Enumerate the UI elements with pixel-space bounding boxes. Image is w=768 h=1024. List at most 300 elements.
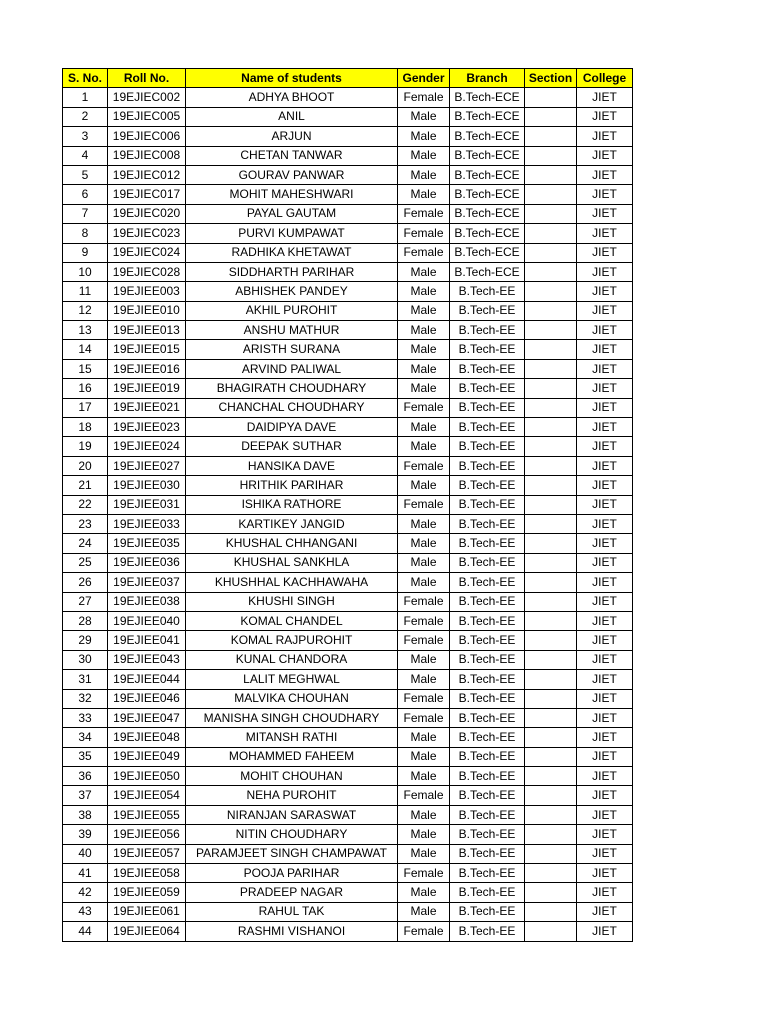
cell-name: PARAMJEET SINGH CHAMPAWAT bbox=[186, 844, 398, 863]
cell-section bbox=[525, 670, 577, 689]
cell-name: NIRANJAN SARASWAT bbox=[186, 805, 398, 824]
cell-section bbox=[525, 262, 577, 281]
cell-section bbox=[525, 611, 577, 630]
cell-gender: Male bbox=[398, 418, 450, 437]
cell-s-no: 31 bbox=[63, 670, 108, 689]
cell-section bbox=[525, 456, 577, 475]
cell-college: JIET bbox=[577, 321, 633, 340]
cell-gender: Male bbox=[398, 437, 450, 456]
table-row bbox=[63, 747, 633, 766]
cell-college: JIET bbox=[577, 107, 633, 126]
cell-section bbox=[525, 534, 577, 553]
cell-name: ANSHU MATHUR bbox=[186, 321, 398, 340]
cell-gender: Male bbox=[398, 825, 450, 844]
cell-college: JIET bbox=[577, 844, 633, 863]
cell-gender: Male bbox=[398, 340, 450, 359]
table-row bbox=[63, 922, 633, 941]
cell-college: JIET bbox=[577, 204, 633, 223]
cell-roll-no: 19EJIEE003 bbox=[108, 282, 186, 301]
cell-section bbox=[525, 398, 577, 417]
cell-roll-no: 19EJIEE036 bbox=[108, 553, 186, 572]
cell-roll-no: 19EJIEC020 bbox=[108, 204, 186, 223]
cell-gender: Male bbox=[398, 146, 450, 165]
cell-college: JIET bbox=[577, 786, 633, 805]
cell-s-no: 30 bbox=[63, 650, 108, 669]
cell-section bbox=[525, 514, 577, 533]
cell-college: JIET bbox=[577, 495, 633, 514]
cell-s-no: 27 bbox=[63, 592, 108, 611]
cell-gender: Male bbox=[398, 573, 450, 592]
cell-branch: B.Tech-EE bbox=[450, 611, 525, 630]
cell-s-no: 23 bbox=[63, 514, 108, 533]
cell-name: NEHA PUROHIT bbox=[186, 786, 398, 805]
cell-branch: B.Tech-ECE bbox=[450, 262, 525, 281]
cell-name: KARTIKEY JANGID bbox=[186, 514, 398, 533]
cell-gender: Female bbox=[398, 204, 450, 223]
cell-branch: B.Tech-EE bbox=[450, 456, 525, 475]
table-row bbox=[63, 224, 633, 243]
cell-college: JIET bbox=[577, 573, 633, 592]
cell-name: PAYAL GAUTAM bbox=[186, 204, 398, 223]
cell-name: LALIT MEGHWAL bbox=[186, 670, 398, 689]
cell-roll-no: 19EJIEC005 bbox=[108, 107, 186, 126]
cell-roll-no: 19EJIEE033 bbox=[108, 514, 186, 533]
cell-branch: B.Tech-ECE bbox=[450, 185, 525, 204]
student-list-table bbox=[62, 68, 633, 942]
cell-college: JIET bbox=[577, 631, 633, 650]
cell-roll-no: 19EJIEE064 bbox=[108, 922, 186, 941]
table-row bbox=[63, 650, 633, 669]
header-branch: Branch bbox=[450, 69, 525, 88]
table-row bbox=[63, 825, 633, 844]
cell-section bbox=[525, 708, 577, 727]
cell-gender: Female bbox=[398, 864, 450, 883]
table-row bbox=[63, 786, 633, 805]
cell-gender: Male bbox=[398, 728, 450, 747]
cell-s-no: 17 bbox=[63, 398, 108, 417]
cell-name: BHAGIRATH CHOUDHARY bbox=[186, 379, 398, 398]
cell-branch: B.Tech-ECE bbox=[450, 165, 525, 184]
cell-s-no: 7 bbox=[63, 204, 108, 223]
cell-college: JIET bbox=[577, 262, 633, 281]
table-row bbox=[63, 631, 633, 650]
cell-s-no: 3 bbox=[63, 127, 108, 146]
table-row bbox=[63, 689, 633, 708]
cell-s-no: 14 bbox=[63, 340, 108, 359]
cell-gender: Male bbox=[398, 514, 450, 533]
cell-s-no: 24 bbox=[63, 534, 108, 553]
table-row bbox=[63, 127, 633, 146]
cell-name: ISHIKA RATHORE bbox=[186, 495, 398, 514]
cell-college: JIET bbox=[577, 747, 633, 766]
cell-college: JIET bbox=[577, 650, 633, 669]
cell-section bbox=[525, 146, 577, 165]
cell-section bbox=[525, 321, 577, 340]
cell-college: JIET bbox=[577, 398, 633, 417]
cell-gender: Male bbox=[398, 107, 450, 126]
cell-college: JIET bbox=[577, 185, 633, 204]
table-row bbox=[63, 514, 633, 533]
cell-name: ADHYA BHOOT bbox=[186, 88, 398, 107]
cell-roll-no: 19EJIEE044 bbox=[108, 670, 186, 689]
cell-section bbox=[525, 902, 577, 921]
cell-gender: Female bbox=[398, 224, 450, 243]
cell-section bbox=[525, 476, 577, 495]
cell-college: JIET bbox=[577, 902, 633, 921]
cell-roll-no: 19EJIEE019 bbox=[108, 379, 186, 398]
cell-branch: B.Tech-EE bbox=[450, 844, 525, 863]
cell-college: JIET bbox=[577, 88, 633, 107]
cell-s-no: 18 bbox=[63, 418, 108, 437]
cell-roll-no: 19EJIEE021 bbox=[108, 398, 186, 417]
cell-branch: B.Tech-EE bbox=[450, 650, 525, 669]
cell-roll-no: 19EJIEE058 bbox=[108, 864, 186, 883]
cell-branch: B.Tech-EE bbox=[450, 747, 525, 766]
cell-branch: B.Tech-EE bbox=[450, 359, 525, 378]
cell-gender: Female bbox=[398, 689, 450, 708]
table-row bbox=[63, 301, 633, 320]
cell-s-no: 38 bbox=[63, 805, 108, 824]
cell-college: JIET bbox=[577, 165, 633, 184]
table-body bbox=[63, 88, 633, 941]
cell-section bbox=[525, 418, 577, 437]
cell-section bbox=[525, 844, 577, 863]
table-row bbox=[63, 398, 633, 417]
cell-roll-no: 19EJIEE031 bbox=[108, 495, 186, 514]
cell-roll-no: 19EJIEC024 bbox=[108, 243, 186, 262]
cell-college: JIET bbox=[577, 456, 633, 475]
cell-section bbox=[525, 243, 577, 262]
cell-branch: B.Tech-ECE bbox=[450, 224, 525, 243]
cell-college: JIET bbox=[577, 883, 633, 902]
cell-section bbox=[525, 864, 577, 883]
table-row bbox=[63, 844, 633, 863]
cell-branch: B.Tech-ECE bbox=[450, 88, 525, 107]
cell-branch: B.Tech-EE bbox=[450, 864, 525, 883]
cell-branch: B.Tech-EE bbox=[450, 728, 525, 747]
cell-section bbox=[525, 883, 577, 902]
cell-roll-no: 19EJIEE015 bbox=[108, 340, 186, 359]
cell-gender: Female bbox=[398, 456, 450, 475]
cell-branch: B.Tech-EE bbox=[450, 379, 525, 398]
cell-section bbox=[525, 437, 577, 456]
cell-section bbox=[525, 165, 577, 184]
cell-college: JIET bbox=[577, 922, 633, 941]
table-row bbox=[63, 243, 633, 262]
cell-s-no: 9 bbox=[63, 243, 108, 262]
cell-name: CHETAN TANWAR bbox=[186, 146, 398, 165]
cell-college: JIET bbox=[577, 282, 633, 301]
cell-section bbox=[525, 631, 577, 650]
cell-section bbox=[525, 185, 577, 204]
cell-branch: B.Tech-EE bbox=[450, 883, 525, 902]
cell-name: ABHISHEK PANDEY bbox=[186, 282, 398, 301]
cell-roll-no: 19EJIEC028 bbox=[108, 262, 186, 281]
cell-branch: B.Tech-EE bbox=[450, 902, 525, 921]
cell-s-no: 21 bbox=[63, 476, 108, 495]
cell-section bbox=[525, 379, 577, 398]
cell-roll-no: 19EJIEC017 bbox=[108, 185, 186, 204]
cell-college: JIET bbox=[577, 437, 633, 456]
cell-branch: B.Tech-EE bbox=[450, 418, 525, 437]
cell-section bbox=[525, 107, 577, 126]
cell-s-no: 41 bbox=[63, 864, 108, 883]
cell-college: JIET bbox=[577, 224, 633, 243]
table-row bbox=[63, 107, 633, 126]
cell-college: JIET bbox=[577, 592, 633, 611]
cell-name: ARISTH SURANA bbox=[186, 340, 398, 359]
cell-s-no: 2 bbox=[63, 107, 108, 126]
cell-s-no: 43 bbox=[63, 902, 108, 921]
cell-gender: Male bbox=[398, 379, 450, 398]
cell-s-no: 11 bbox=[63, 282, 108, 301]
cell-section bbox=[525, 224, 577, 243]
cell-name: POOJA PARIHAR bbox=[186, 864, 398, 883]
cell-s-no: 39 bbox=[63, 825, 108, 844]
cell-section bbox=[525, 650, 577, 669]
cell-gender: Male bbox=[398, 282, 450, 301]
cell-college: JIET bbox=[577, 728, 633, 747]
cell-gender: Male bbox=[398, 650, 450, 669]
table-row bbox=[63, 883, 633, 902]
table-row bbox=[63, 418, 633, 437]
table-row bbox=[63, 282, 633, 301]
table-row bbox=[63, 534, 633, 553]
cell-branch: B.Tech-EE bbox=[450, 786, 525, 805]
cell-gender: Male bbox=[398, 670, 450, 689]
cell-section bbox=[525, 689, 577, 708]
cell-name: MOHAMMED FAHEEM bbox=[186, 747, 398, 766]
cell-college: JIET bbox=[577, 689, 633, 708]
cell-s-no: 32 bbox=[63, 689, 108, 708]
cell-name: RADHIKA KHETAWAT bbox=[186, 243, 398, 262]
cell-gender: Male bbox=[398, 301, 450, 320]
table-row bbox=[63, 321, 633, 340]
cell-s-no: 33 bbox=[63, 708, 108, 727]
table-row bbox=[63, 359, 633, 378]
cell-gender: Female bbox=[398, 631, 450, 650]
cell-gender: Female bbox=[398, 398, 450, 417]
cell-s-no: 16 bbox=[63, 379, 108, 398]
cell-name: ARVIND PALIWAL bbox=[186, 359, 398, 378]
table-row bbox=[63, 553, 633, 572]
table-row bbox=[63, 670, 633, 689]
table-row bbox=[63, 437, 633, 456]
cell-name: KOMAL RAJPUROHIT bbox=[186, 631, 398, 650]
cell-section bbox=[525, 301, 577, 320]
cell-name: MALVIKA CHOUHAN bbox=[186, 689, 398, 708]
table-row bbox=[63, 573, 633, 592]
cell-branch: B.Tech-ECE bbox=[450, 204, 525, 223]
cell-roll-no: 19EJIEE010 bbox=[108, 301, 186, 320]
cell-section bbox=[525, 495, 577, 514]
header-gender: Gender bbox=[398, 69, 450, 88]
cell-name: KUNAL CHANDORA bbox=[186, 650, 398, 669]
cell-s-no: 5 bbox=[63, 165, 108, 184]
cell-roll-no: 19EJIEE050 bbox=[108, 767, 186, 786]
cell-section bbox=[525, 786, 577, 805]
cell-college: JIET bbox=[577, 418, 633, 437]
cell-branch: B.Tech-EE bbox=[450, 922, 525, 941]
cell-college: JIET bbox=[577, 805, 633, 824]
cell-name: HRITHIK PARIHAR bbox=[186, 476, 398, 495]
table-row bbox=[63, 204, 633, 223]
cell-s-no: 10 bbox=[63, 262, 108, 281]
cell-section bbox=[525, 728, 577, 747]
cell-roll-no: 19EJIEE046 bbox=[108, 689, 186, 708]
cell-roll-no: 19EJIEE059 bbox=[108, 883, 186, 902]
cell-section bbox=[525, 127, 577, 146]
cell-branch: B.Tech-ECE bbox=[450, 107, 525, 126]
cell-branch: B.Tech-ECE bbox=[450, 146, 525, 165]
cell-gender: Male bbox=[398, 553, 450, 572]
cell-college: JIET bbox=[577, 767, 633, 786]
cell-name: KHUSHI SINGH bbox=[186, 592, 398, 611]
cell-s-no: 6 bbox=[63, 185, 108, 204]
cell-roll-no: 19EJIEC006 bbox=[108, 127, 186, 146]
cell-branch: B.Tech-EE bbox=[450, 301, 525, 320]
cell-s-no: 34 bbox=[63, 728, 108, 747]
header-section: Section bbox=[525, 69, 577, 88]
cell-gender: Male bbox=[398, 805, 450, 824]
cell-section bbox=[525, 340, 577, 359]
cell-name: RAHUL TAK bbox=[186, 902, 398, 921]
cell-branch: B.Tech-EE bbox=[450, 495, 525, 514]
cell-college: JIET bbox=[577, 476, 633, 495]
table-row bbox=[63, 456, 633, 475]
cell-s-no: 1 bbox=[63, 88, 108, 107]
cell-s-no: 29 bbox=[63, 631, 108, 650]
cell-s-no: 36 bbox=[63, 767, 108, 786]
table-row bbox=[63, 88, 633, 107]
cell-branch: B.Tech-EE bbox=[450, 476, 525, 495]
cell-branch: B.Tech-EE bbox=[450, 670, 525, 689]
cell-college: JIET bbox=[577, 553, 633, 572]
cell-college: JIET bbox=[577, 534, 633, 553]
table-row bbox=[63, 902, 633, 921]
cell-branch: B.Tech-EE bbox=[450, 708, 525, 727]
cell-branch: B.Tech-EE bbox=[450, 805, 525, 824]
cell-branch: B.Tech-EE bbox=[450, 825, 525, 844]
header-row bbox=[63, 69, 633, 88]
cell-college: JIET bbox=[577, 670, 633, 689]
cell-roll-no: 19EJIEE035 bbox=[108, 534, 186, 553]
cell-gender: Male bbox=[398, 127, 450, 146]
cell-s-no: 15 bbox=[63, 359, 108, 378]
cell-gender: Male bbox=[398, 476, 450, 495]
table-row bbox=[63, 611, 633, 630]
table-row bbox=[63, 864, 633, 883]
cell-gender: Male bbox=[398, 747, 450, 766]
table-row bbox=[63, 495, 633, 514]
cell-college: JIET bbox=[577, 340, 633, 359]
table-row bbox=[63, 146, 633, 165]
cell-name: ARJUN bbox=[186, 127, 398, 146]
table-row bbox=[63, 476, 633, 495]
cell-name: CHANCHAL CHOUDHARY bbox=[186, 398, 398, 417]
cell-roll-no: 19EJIEE056 bbox=[108, 825, 186, 844]
cell-gender: Female bbox=[398, 88, 450, 107]
cell-roll-no: 19EJIEC012 bbox=[108, 165, 186, 184]
cell-branch: B.Tech-EE bbox=[450, 398, 525, 417]
cell-branch: B.Tech-EE bbox=[450, 514, 525, 533]
cell-s-no: 19 bbox=[63, 437, 108, 456]
cell-roll-no: 19EJIEE038 bbox=[108, 592, 186, 611]
cell-name: AKHIL PUROHIT bbox=[186, 301, 398, 320]
table-row bbox=[63, 728, 633, 747]
cell-gender: Female bbox=[398, 922, 450, 941]
cell-name: SIDDHARTH PARIHAR bbox=[186, 262, 398, 281]
cell-name: ANIL bbox=[186, 107, 398, 126]
cell-gender: Male bbox=[398, 902, 450, 921]
cell-roll-no: 19EJIEE040 bbox=[108, 611, 186, 630]
cell-branch: B.Tech-EE bbox=[450, 689, 525, 708]
cell-roll-no: 19EJIEE013 bbox=[108, 321, 186, 340]
cell-college: JIET bbox=[577, 127, 633, 146]
cell-name: NITIN CHOUDHARY bbox=[186, 825, 398, 844]
cell-s-no: 13 bbox=[63, 321, 108, 340]
cell-name: KHUSHAL SANKHLA bbox=[186, 553, 398, 572]
cell-s-no: 44 bbox=[63, 922, 108, 941]
cell-college: JIET bbox=[577, 243, 633, 262]
cell-branch: B.Tech-EE bbox=[450, 592, 525, 611]
cell-gender: Male bbox=[398, 165, 450, 184]
cell-section bbox=[525, 573, 577, 592]
cell-college: JIET bbox=[577, 379, 633, 398]
cell-roll-no: 19EJIEE030 bbox=[108, 476, 186, 495]
cell-roll-no: 19EJIEE041 bbox=[108, 631, 186, 650]
cell-gender: Male bbox=[398, 321, 450, 340]
table-row bbox=[63, 708, 633, 727]
cell-branch: B.Tech-EE bbox=[450, 282, 525, 301]
header-name: Name of students bbox=[186, 69, 398, 88]
cell-branch: B.Tech-EE bbox=[450, 534, 525, 553]
cell-name: MOHIT CHOUHAN bbox=[186, 767, 398, 786]
cell-s-no: 26 bbox=[63, 573, 108, 592]
cell-name: GOURAV PANWAR bbox=[186, 165, 398, 184]
cell-roll-no: 19EJIEE027 bbox=[108, 456, 186, 475]
cell-s-no: 42 bbox=[63, 883, 108, 902]
cell-gender: Male bbox=[398, 883, 450, 902]
cell-branch: B.Tech-EE bbox=[450, 321, 525, 340]
cell-gender: Male bbox=[398, 534, 450, 553]
cell-section bbox=[525, 359, 577, 378]
cell-gender: Female bbox=[398, 786, 450, 805]
cell-college: JIET bbox=[577, 825, 633, 844]
cell-branch: B.Tech-EE bbox=[450, 767, 525, 786]
cell-section bbox=[525, 805, 577, 824]
cell-roll-no: 19EJIEE037 bbox=[108, 573, 186, 592]
cell-s-no: 20 bbox=[63, 456, 108, 475]
cell-roll-no: 19EJIEC002 bbox=[108, 88, 186, 107]
table-row bbox=[63, 185, 633, 204]
cell-college: JIET bbox=[577, 708, 633, 727]
cell-roll-no: 19EJIEE043 bbox=[108, 650, 186, 669]
cell-s-no: 12 bbox=[63, 301, 108, 320]
cell-section bbox=[525, 922, 577, 941]
cell-roll-no: 19EJIEE048 bbox=[108, 728, 186, 747]
cell-gender: Male bbox=[398, 359, 450, 378]
cell-s-no: 37 bbox=[63, 786, 108, 805]
table-row bbox=[63, 165, 633, 184]
cell-roll-no: 19EJIEC023 bbox=[108, 224, 186, 243]
cell-gender: Male bbox=[398, 767, 450, 786]
cell-name: PRADEEP NAGAR bbox=[186, 883, 398, 902]
cell-branch: B.Tech-ECE bbox=[450, 127, 525, 146]
cell-roll-no: 19EJIEE055 bbox=[108, 805, 186, 824]
cell-gender: Female bbox=[398, 495, 450, 514]
cell-roll-no: 19EJIEE047 bbox=[108, 708, 186, 727]
